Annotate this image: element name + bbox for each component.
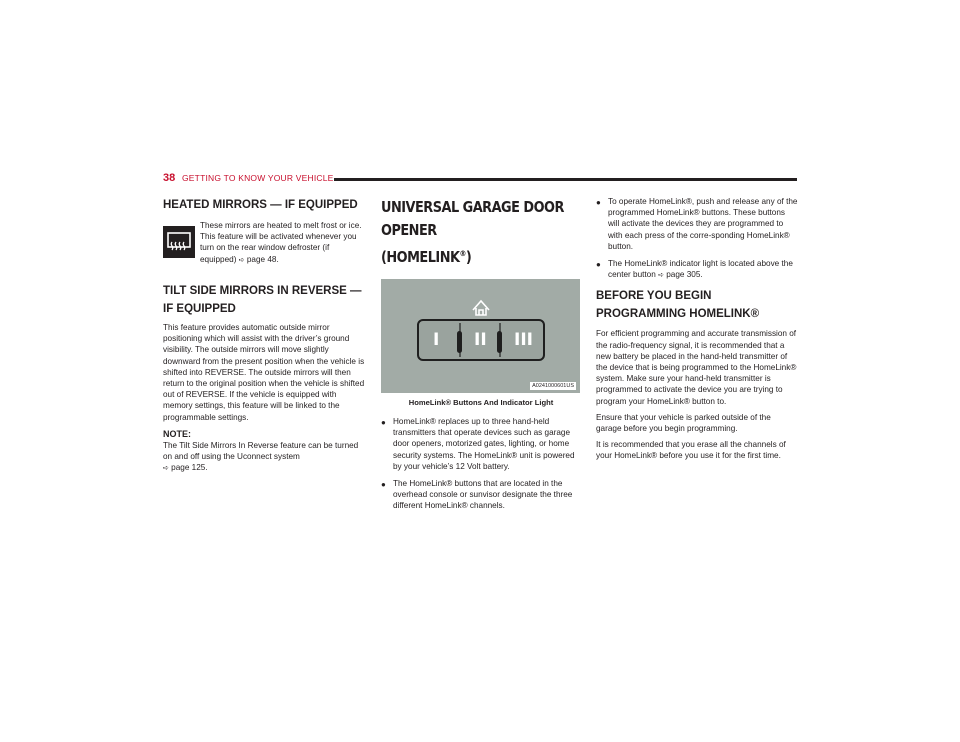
page-header <box>163 172 797 186</box>
heated-mirrors-heading: HEATED MIRRORS — IF EQUIPPED <box>163 199 358 211</box>
bullet-icon: ● <box>381 480 386 490</box>
note-label: NOTE: <box>163 428 191 439</box>
indicator-page-ref[interactable]: page 305. <box>666 270 703 280</box>
page-ref-arrow-icon: ➪ <box>658 272 664 280</box>
header-rule <box>334 178 797 181</box>
heated-mirrors-text: These mirrors are heated to melt frost or ice. This feature will be activated whenever you turn on the rear window defroster (if equipped) <box>200 221 362 264</box>
note-text: The Tilt Side Mirrors In Reverse feature can be turned on and off using the Uconnect system <box>163 440 359 462</box>
figure-code: A0241000601US <box>532 383 574 389</box>
heated-mirrors-page-ref[interactable]: page 48. <box>246 254 279 264</box>
operate-bullet-list <box>596 196 798 281</box>
tilt-mirrors-heading: TILT SIDE MIRRORS IN REVERSE — IF EQUIPPED <box>163 285 362 315</box>
list-item: ● To operate HomeLink®, push and release any of the programmed HomeLink® buttons. These buttons will activate the devices they are programmed to with each press of the corre-sponding HomeLink® button. <box>596 197 798 251</box>
column-middle <box>381 196 581 518</box>
paragraph: It is recommended that you erase all the channels of your HomeLink® before you use it for the first time. <box>596 440 786 461</box>
page-number: 38 <box>163 172 176 184</box>
paragraph: For efficient programming and accurate transmission of the radio-frequency signal, it is recommended that a new battery be placed in the hand-held transmitter of the device that is being programmed to the HomeLink® system. Make sure your hand-held transmitter is programmed to activate the device you are trying to program your HomeLink® button to. <box>596 329 797 406</box>
homelink-button-1[interactable]: I <box>433 330 440 350</box>
paragraph: Ensure that your vehicle is parked outside of the garage before you begin programming. <box>596 412 771 434</box>
column-right <box>596 196 798 467</box>
rear-defroster-icon <box>163 226 195 258</box>
figure-caption: HomeLink® Buttons And Indicator Light <box>408 398 554 407</box>
list-item: ● The HomeLink® buttons that are located in the overhead console or sunvisor designate the three different HomeLink® channels. <box>381 479 573 511</box>
page-ref-arrow-icon: ➪ <box>238 256 245 264</box>
tilt-mirrors-text: This feature provides automatic outside mirror positioning which will assist with the driver’s ground visibility. The outside mirrors will move slightly downward from the present position when the vehicle is shifted into REVERSE. The outside mirrors will then return to the original position when the vehicle is shifted out of REVERSE. If the vehicle is equipped with memory settings, this feature will be linked to the programmable settings. <box>163 323 365 422</box>
homelink-figure <box>381 279 580 393</box>
bullet-icon: ● <box>596 198 601 207</box>
heated-mirrors-block <box>163 220 367 282</box>
home-icon <box>473 301 489 315</box>
note-page-ref[interactable]: page 125. <box>171 463 208 473</box>
homelink-button-3[interactable]: III <box>514 330 533 350</box>
list-item: ● HomeLink® replaces up to three hand-held transmitters that operate devices such as garage door openers, motorized gates, lighting, or home security systems. The HomeLink® unit is powered by your vehicle’s 12 Volt battery. <box>381 417 575 471</box>
list-item: ● The HomeLink® indicator light is located above the center button ➪ page 305. <box>596 259 793 280</box>
homelink-bullet-list <box>381 416 581 512</box>
before-programming-heading: BEFORE YOU BEGIN PROGRAMMING HOMELINK® <box>596 290 760 321</box>
bullet-icon: ● <box>596 260 601 270</box>
homelink-button-2[interactable]: II <box>474 330 487 350</box>
page-ref-arrow-icon: ➪ <box>163 465 169 473</box>
garage-opener-heading: UNIVERSAL GARAGE DOOR OPENER (HOMELINK®) <box>381 198 564 266</box>
bullet-icon: ● <box>381 418 386 427</box>
heated-mirrors-text-block <box>200 220 367 271</box>
column-left <box>163 196 367 479</box>
section-title: GETTING TO KNOW YOUR VEHICLE <box>182 173 334 183</box>
